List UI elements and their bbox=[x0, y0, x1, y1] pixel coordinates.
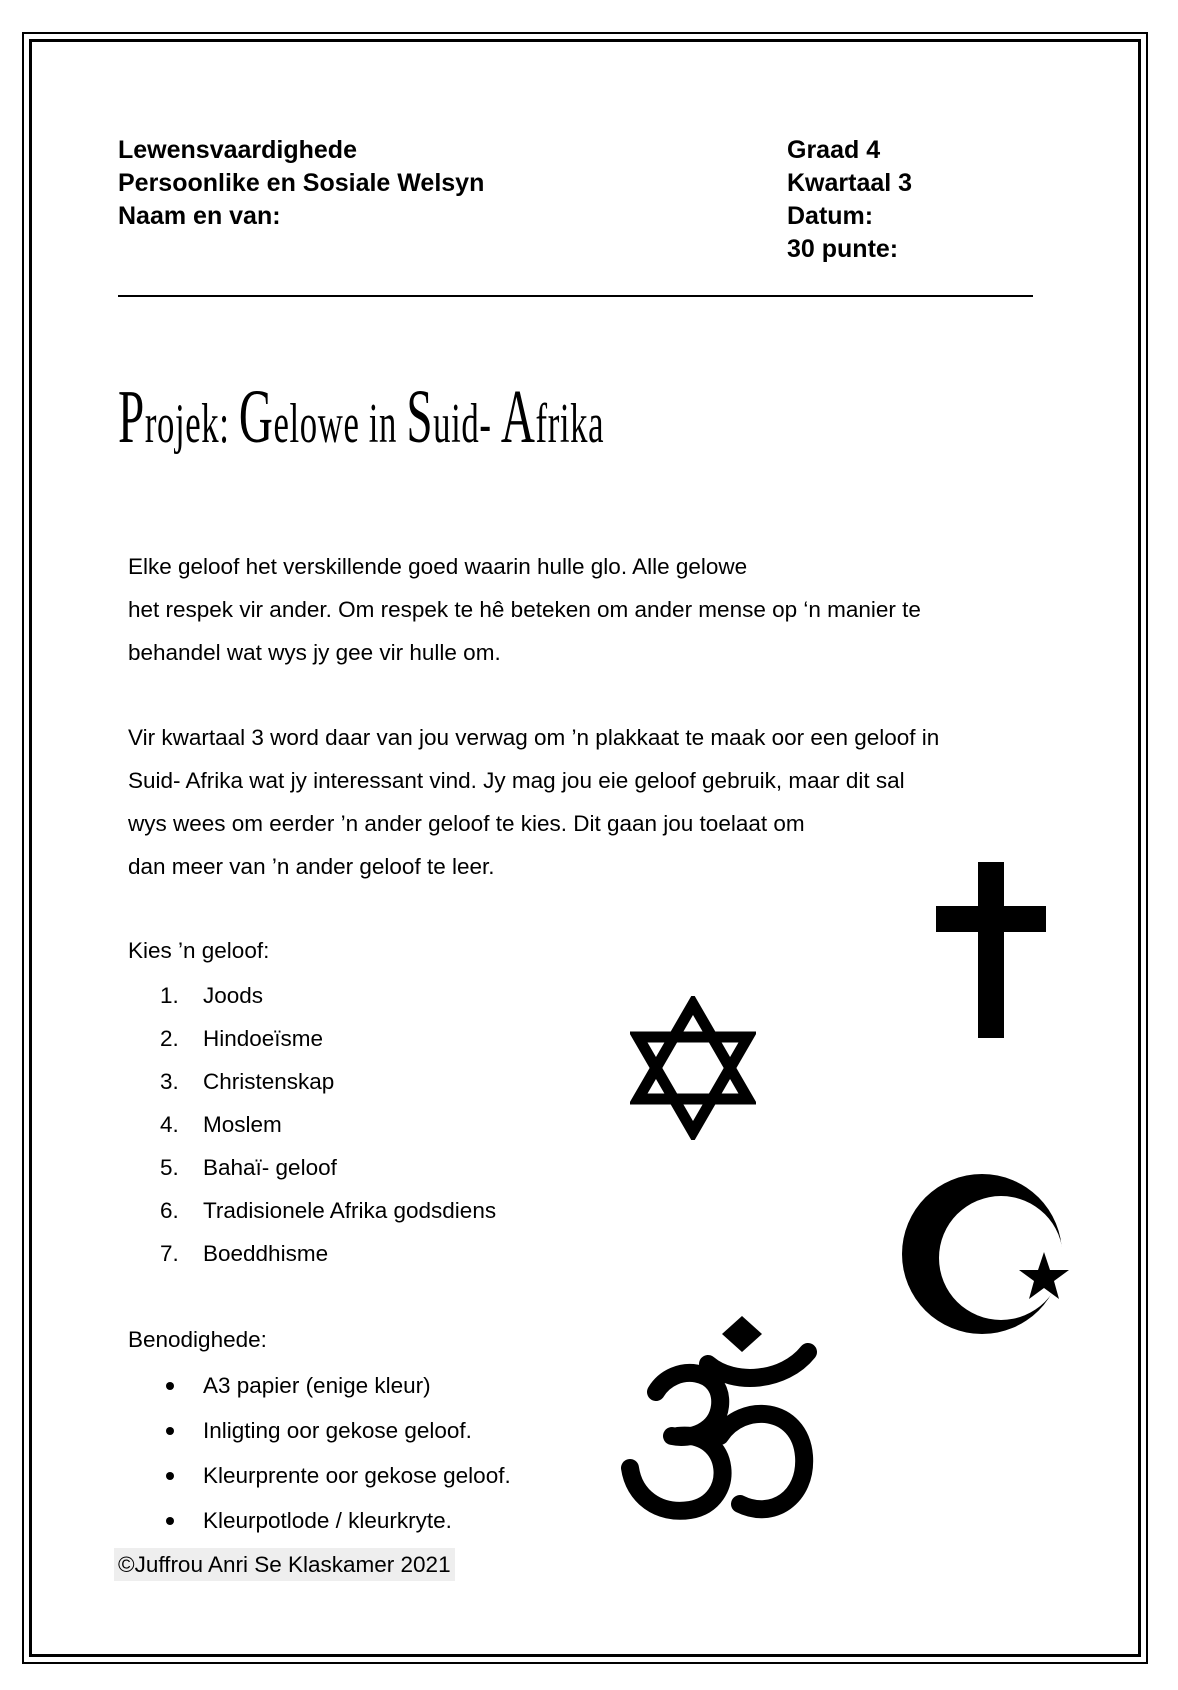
paragraph-line: behandel wat wys jy gee vir hulle om. bbox=[128, 640, 501, 665]
subject: Lewensvaardighede bbox=[118, 136, 357, 164]
list-item: Inligting oor gekose geloof. bbox=[160, 1408, 511, 1453]
list-item: 6. Tradisionele Afrika godsdiens bbox=[160, 1198, 497, 1223]
list-item: 3. Christenskap bbox=[160, 1069, 335, 1094]
paragraph-line: Vir kwartaal 3 word daar van jou verwag om ’n plakkaat te maak oor een geloof in bbox=[128, 725, 940, 750]
paragraph-line: Suid- Afrika wat jy interessant vind. Jy mag jou eie geloof gebruik, maar dit sal bbox=[128, 768, 905, 793]
list-item: 5. Bahaï- geloof bbox=[160, 1155, 337, 1180]
task-paragraph bbox=[128, 716, 939, 888]
list-item: 4. Moslem bbox=[160, 1112, 282, 1137]
list-item: 1. Joods bbox=[160, 983, 264, 1008]
list-item: 2. Hindoeïsme bbox=[160, 1026, 324, 1051]
choose-label: Kies ’n geloof: bbox=[128, 938, 270, 963]
list-item: 7. Boeddhisme bbox=[160, 1241, 329, 1266]
intro-paragraph bbox=[128, 545, 921, 674]
religion-list bbox=[160, 974, 496, 1275]
cross-icon bbox=[936, 862, 1046, 1038]
topic: Persoonlike en Sosiale Welsyn bbox=[118, 169, 485, 197]
term: Kwartaal 3 bbox=[787, 169, 913, 197]
grade: Graad 4 bbox=[787, 136, 881, 164]
bullet-icon bbox=[160, 1382, 203, 1390]
marks: 30 punte: bbox=[787, 235, 899, 263]
star-of-david-icon bbox=[630, 996, 756, 1140]
paragraph-line: wys wees om eerder ’n ander geloof te kies. Dit gaan jou toelaat om bbox=[128, 811, 805, 836]
bullet-icon bbox=[160, 1517, 203, 1525]
header-rule bbox=[118, 295, 1033, 297]
needs-list bbox=[160, 1363, 511, 1543]
name-label: Naam en van: bbox=[118, 202, 281, 230]
copyright-footer: ©Juffrou Anri Se Klaskamer 2021 bbox=[114, 1548, 455, 1581]
header-left bbox=[118, 134, 484, 233]
bullet-icon bbox=[160, 1472, 203, 1480]
bullet-icon bbox=[160, 1427, 203, 1435]
list-item: A3 papier (enige kleur) bbox=[160, 1363, 511, 1408]
header-right bbox=[787, 134, 912, 266]
om-icon bbox=[616, 1306, 834, 1526]
list-item: Kleurprente oor gekose geloof. bbox=[160, 1453, 511, 1498]
date-label: Datum: bbox=[787, 202, 874, 230]
list-item: Kleurpotlode / kleurkryte. bbox=[160, 1498, 511, 1543]
needs-label: Benodighede: bbox=[128, 1327, 267, 1352]
paragraph-line: dan meer van ’n ander geloof te leer. bbox=[128, 854, 495, 879]
page-title: Projek: Gelowe in Suid- Afrika bbox=[118, 375, 605, 459]
paragraph-line: het respek vir ander. Om respek te hê beteken om ander mense op ‘n manier te bbox=[128, 597, 921, 622]
crescent-star-icon bbox=[898, 1170, 1074, 1338]
paragraph-line: Elke geloof het verskillende goed waarin hulle glo. Alle gelowe bbox=[128, 554, 748, 579]
